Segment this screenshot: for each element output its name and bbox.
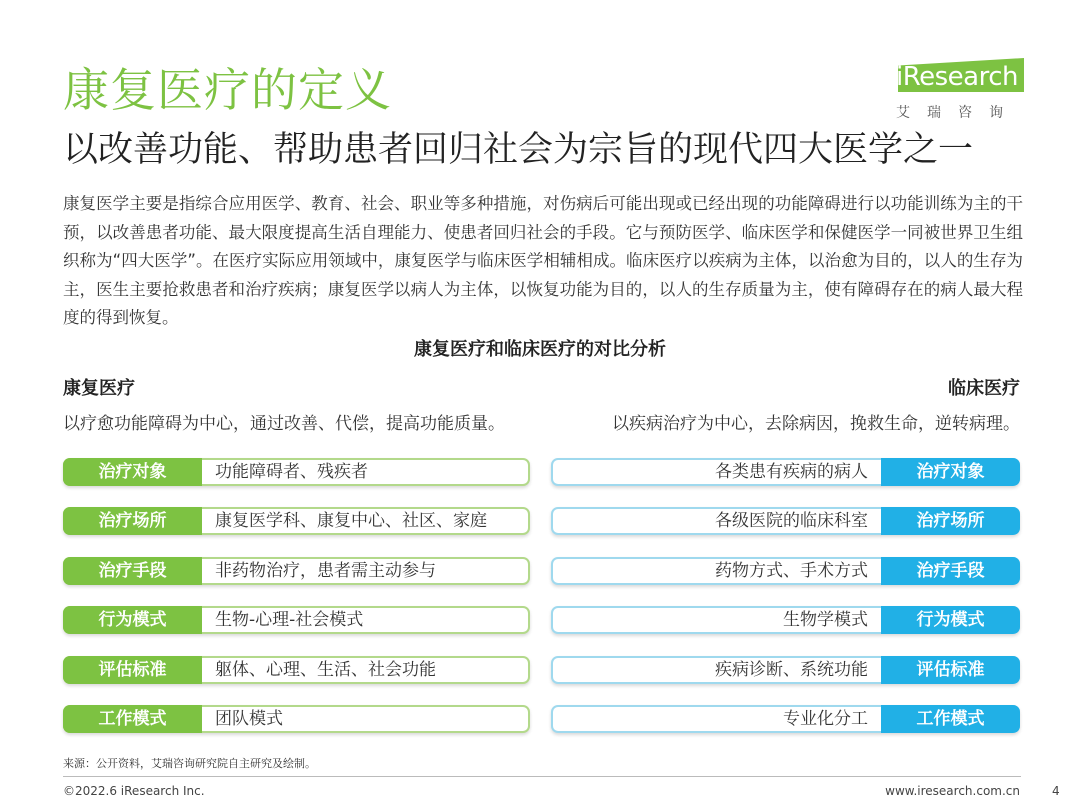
rehab-heading: 康复医疗 <box>63 378 135 399</box>
clinical-row-label: 治疗场所 <box>881 507 1020 535</box>
rehab-row-value: 功能障碍者、残疾者 <box>215 462 368 482</box>
rehab-row-label: 治疗对象 <box>63 458 202 486</box>
copyright: ©2022.6 iResearch Inc. <box>63 784 205 798</box>
rehab-row-treatment-means <box>63 557 530 585</box>
clinical-row-label: 评估标准 <box>881 656 1020 684</box>
rehab-row-value: 康复医学科、康复中心、社区、家庭 <box>215 511 487 531</box>
clinical-row-evaluation <box>551 656 1020 684</box>
rehab-row-label: 行为模式 <box>63 606 202 634</box>
clinical-heading: 临床医疗 <box>948 378 1020 399</box>
rehab-row-value: 躯体、心理、生活、社会功能 <box>215 660 436 680</box>
iresearch-logo <box>890 58 1025 122</box>
clinical-row-value: 疾病诊断、系统功能 <box>715 660 868 680</box>
logo-text: iResearch <box>896 62 1018 92</box>
clinical-row-treatment-place <box>551 507 1020 535</box>
page-subtitle: 以改善功能、帮助患者回归社会为宗旨的现代四大医学之一 <box>63 130 974 170</box>
clinical-row-value: 各类患有疾病的病人 <box>715 462 868 482</box>
clinical-row-label: 行为模式 <box>881 606 1020 634</box>
rehab-row-work-model <box>63 705 530 733</box>
footer-divider <box>63 776 1021 777</box>
rehab-row-evaluation <box>63 656 530 684</box>
intro-paragraph: 康复医学主要是指综合应用医学、教育、社会、职业等多种措施，对伤病后可能出现或已经出现的功能障碍进行以功能训练为主的干预，以改善患者功能、最大限度提高生活自理能力、使患者回归社会的手段。它与预防医学、临床医学和保健医学一同被世界卫生组织称为“四大医学”。在医疗实际应用领域中，康复医学与临床医学相辅相成。临床医疗以疾病为主体，以治愈为目的，以人的生存为主，医生主要抢救患者和治疗疾病；康复医学以病人为主体，以恢复功能为目的，以人的生存质量为主，使有障碍存在的病人最大程度的得到恢复。 <box>63 194 1023 327</box>
comparison-title: 康复医疗和临床医疗的对比分析 <box>414 339 666 360</box>
clinical-row-value: 专业化分工 <box>783 709 868 729</box>
clinical-row-treatment-target <box>551 458 1020 486</box>
rehab-description: 以疗愈功能障碍为中心，通过改善、代偿，提高功能质量。 <box>63 414 505 434</box>
rehab-row-value: 生物-心理-社会模式 <box>215 610 364 630</box>
clinical-row-behavior-model <box>551 606 1020 634</box>
clinical-row-label: 治疗手段 <box>881 557 1020 585</box>
rehab-row-label: 治疗场所 <box>63 507 202 535</box>
rehab-row-behavior-model <box>63 606 530 634</box>
source-note: 来源：公开资料，艾瑞咨询研究院自主研究及绘制。 <box>63 757 316 770</box>
rehab-row-value: 非药物治疗，患者需主动参与 <box>215 561 436 581</box>
clinical-row-label: 工作模式 <box>881 705 1020 733</box>
rehab-row-label: 治疗手段 <box>63 557 202 585</box>
rehab-row-treatment-place <box>63 507 530 535</box>
rehab-row-label: 工作模式 <box>63 705 202 733</box>
website-link[interactable]: www.iresearch.com.cn <box>885 784 1020 798</box>
clinical-row-label: 治疗对象 <box>881 458 1020 486</box>
clinical-row-treatment-means <box>551 557 1020 585</box>
page-title: 康复医疗的定义 <box>63 63 392 117</box>
clinical-row-work-model <box>551 705 1020 733</box>
rehab-row-label: 评估标准 <box>63 656 202 684</box>
clinical-row-value: 生物学模式 <box>783 610 868 630</box>
clinical-description: 以疾病治疗为中心，去除病因，挽救生命，逆转病理。 <box>612 414 1020 434</box>
logo-subtext: 艾瑞咨询 <box>896 105 1020 121</box>
clinical-row-value: 各级医院的临床科室 <box>715 511 868 531</box>
rehab-row-value: 团队模式 <box>215 709 283 729</box>
page-number: 4 <box>1052 784 1060 798</box>
rehab-row-treatment-target <box>63 458 530 486</box>
clinical-row-value: 药物方式、手术方式 <box>715 561 868 581</box>
